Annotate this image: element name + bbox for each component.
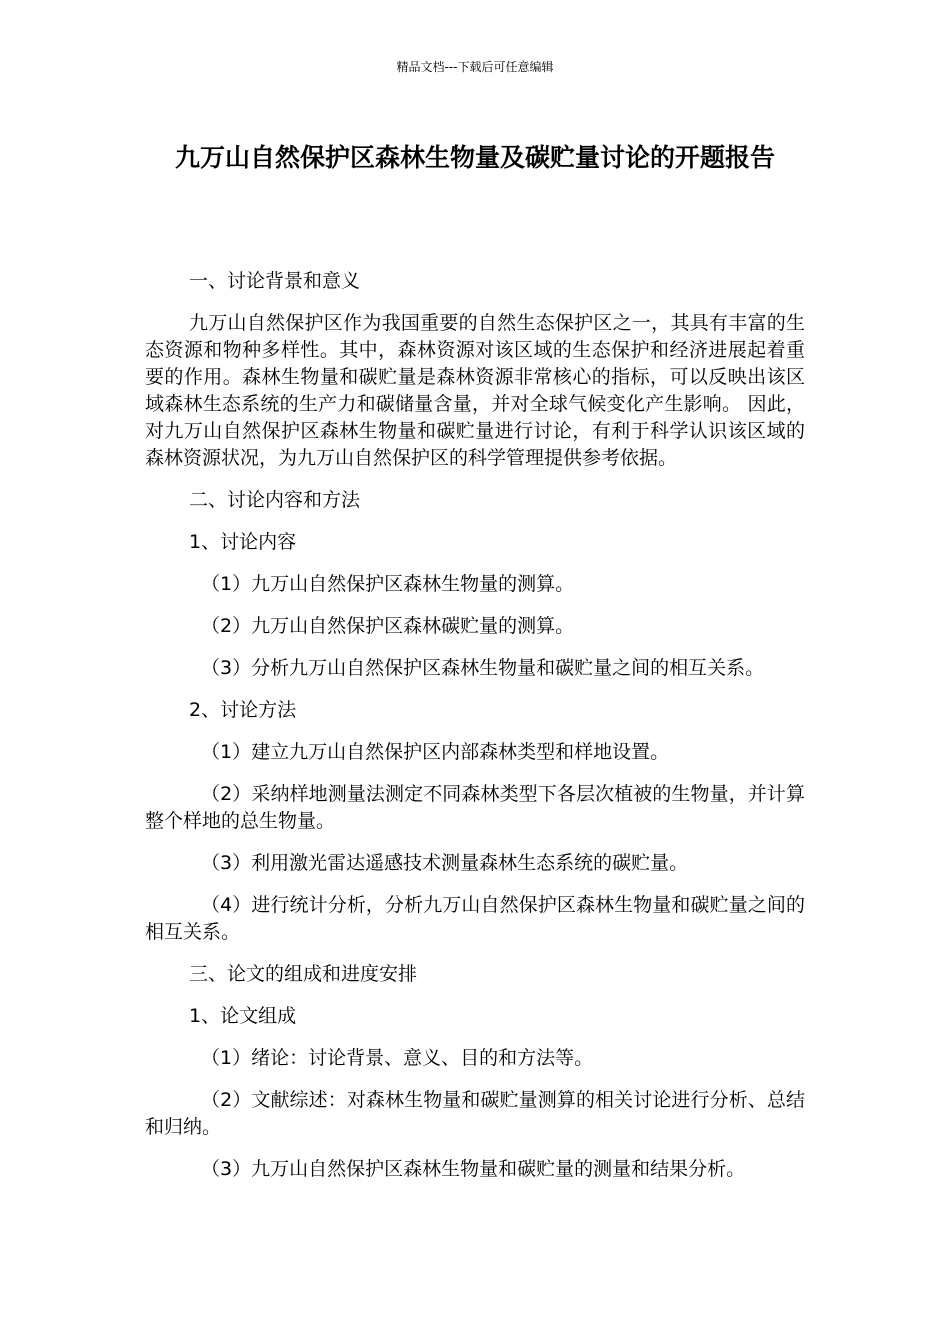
document-body <box>145 268 805 1183</box>
list-item: （3）分析九万山自然保护区森林生物量和碳贮量之间的相互关系。 <box>201 657 765 679</box>
list-item: （1）绪论：讨论背景、意义、目的和方法等。 <box>201 1047 594 1069</box>
document-title: 九万山自然保护区森林生物量及碳贮量讨论的开题报告 <box>174 143 775 172</box>
list-item: （2）采纳样地测量法测定不同森林类型下各层次植被的生物量，并计算整个样地的总生物量。 <box>145 783 805 832</box>
section-heading-structure: 三、论文的组成和进度安排 <box>189 963 418 985</box>
list-item: （4）进行统计分析，分析九万山自然保护区森林生物量和碳贮量之间的相互关系。 <box>145 894 805 943</box>
list-item: （3）利用激光雷达遥感技术测量森林生态系统的碳贮量。 <box>201 852 689 874</box>
paragraph-background: 九万山自然保护区作为我国重要的自然生态保护区之一，其具有丰富的生态资源和物种多样性。其中，森林资源对该区域的生态保护和经济进展起着重要的作用。森林生物量和碳贮量是森林资源非常核心的指标，可以反映出该区域森林生态系统的生产力和碳储量含量，并对全球气候变化产生影响。 因此，对九万山自然保护区森林生物量和碳贮量进行讨论，有利于科学认识该区域的森林资源状况，为九万山自然保护区的科学管理提供参考依据。 <box>145 312 805 469</box>
list-item: （3）九万山自然保护区森林生物量和碳贮量的测量和结果分析。 <box>201 1158 746 1180</box>
page-header: 精品文档---下载后可任意编辑 <box>396 60 554 74</box>
section-heading-background: 一、讨论背景和意义 <box>189 270 361 292</box>
subheading-method: 2、讨论方法 <box>189 699 297 721</box>
subheading-structure: 1、论文组成 <box>189 1005 297 1027</box>
list-item: （1）九万山自然保护区森林生物量的测算。 <box>201 573 575 595</box>
section-heading-content-method: 二、讨论内容和方法 <box>189 489 361 511</box>
list-item: （1）建立九万山自然保护区内部森林类型和样地设置。 <box>201 741 670 763</box>
list-item: （2）九万山自然保护区森林碳贮量的测算。 <box>201 615 575 637</box>
subheading-content: 1、讨论内容 <box>189 531 297 553</box>
list-item: （2）文献综述：对森林生物量和碳贮量测算的相关讨论进行分析、总结和归纳。 <box>145 1089 805 1138</box>
